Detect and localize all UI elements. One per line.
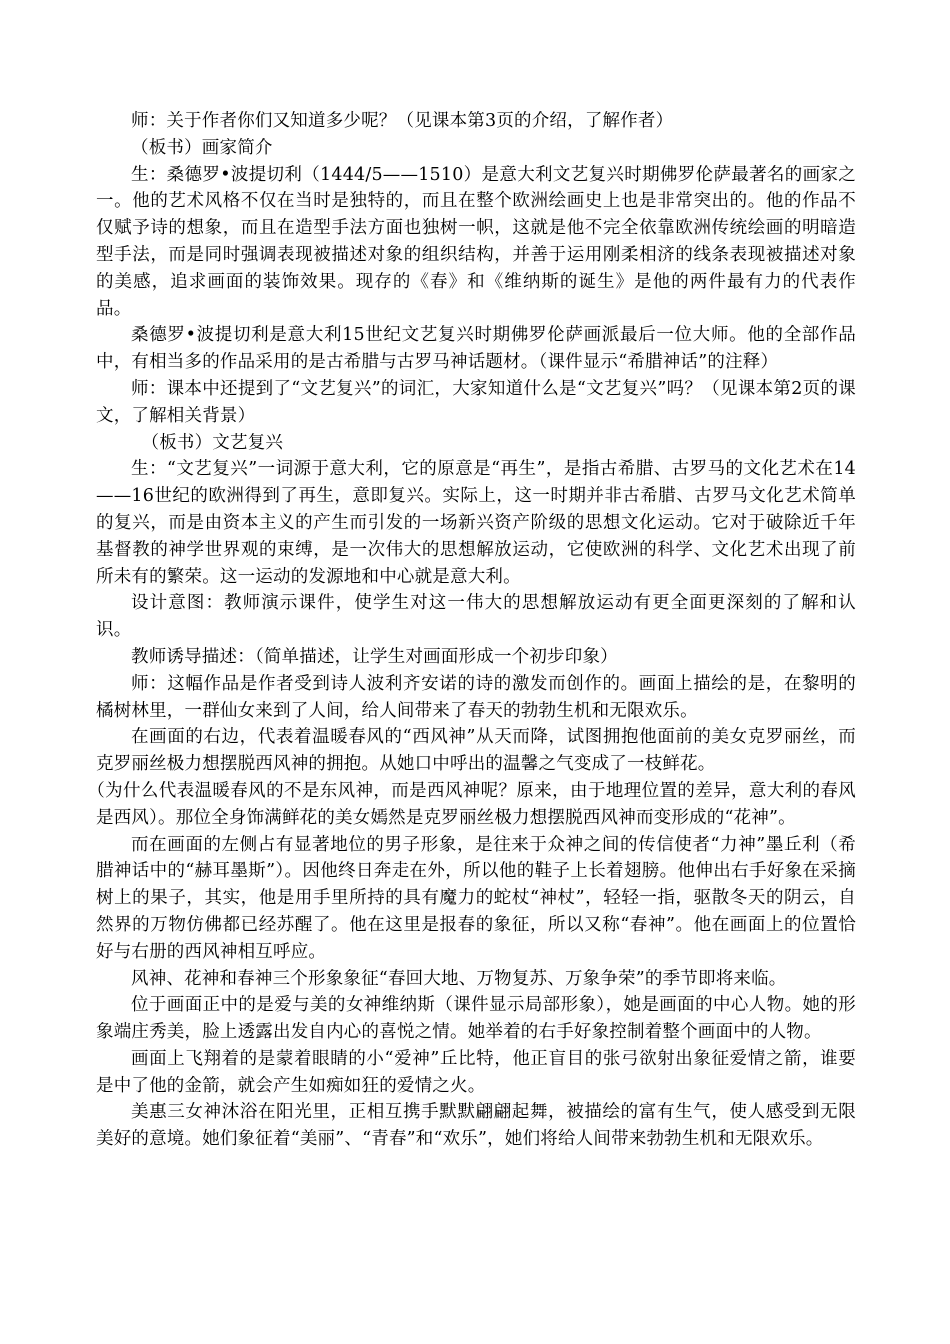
paragraph-student-renaissance: 生：“文艺复兴”一词源于意大利，它的原意是“再生”，是指古希腊、古罗马的文化艺术在14——16世纪的欧洲得到了再生，意即复兴。实际上，这一时期并非古希腊、古罗马文化艺术简单的复兴，而是由资本主义的产生而引发的一场新兴资产阶级的思想文化运动。它对于破除近千年基督教的神学世界观的束缚，是一次伟大的思想解放运动，它使欧洲的科学、文化艺术出现了前所未有的繁荣。这一运动的发源地和中心就是意大利。 — [96, 459, 856, 587]
paragraph-teacher-painting-inspiration: 师：这幅作品是作者受到诗人波利齐安诺的诗的激发而创作的。画面上描绘的是，在黎明的橘树林里，一群仙女来到了人间，给人间带来了春天的勃勃生机和无限欢乐。 — [96, 673, 856, 721]
paragraph-design-intent: 设计意图：教师演示课件，使学生对这一伟大的思想解放运动有更全面更深刻的了解和认识。 — [96, 593, 856, 641]
paragraph-mercury: 而在画面的左侧占有显著地位的男子形象，是往来于众神之间的传信使者“力神”墨丘利（希腊神话中的“赫耳墨斯”）。因他终日奔走在外，所以他的鞋子上长着翅膀。他伸出右手好象在采摘树上的果子，其实，他是用手里所持的具有魔力的蛇杖“神杖”，轻轻一指，驱散冬天的阴云，自然界的万物仿佛都已经苏醒了。他在这里是报春的象征，所以又称“春神”。他在画面上的位置恰好与右册的西风神相互呼应。 — [96, 834, 856, 962]
paragraph-west-wind-god: 在画面的右边，代表着温暖春风的“西风神”从天而降，试图拥抱他面前的美女克罗丽丝，而克罗丽丝极力想摆脱西风神的拥抱。从她口中呼出的温馨之气变成了一枝鲜花。 — [96, 727, 856, 775]
paragraph-venus: 位于画面正中的是爱与美的女神维纳斯（课件显示局部形象），她是画面的中心人物。她的形象端庄秀美，脸上透露出发自内心的喜悦之情。她举着的右手好象控制着整个画面中的人物。 — [96, 995, 856, 1043]
paragraph-cupid: 画面上飞翔着的是蒙着眼睛的小“爱神”丘比特，他正盲目的张弓欲射出象征爱情之箭，谁要是中了他的金箭，就会产生如痴如狂的爱情之火。 — [96, 1048, 856, 1096]
document-page — [87, 108, 856, 1153]
paragraph-teacher-renaissance-question: 师：课本中还提到了“文艺复兴”的词汇，大家知道什么是“文艺复兴”吗？（见课本第2页的课文，了解相关背景） — [96, 378, 856, 426]
paragraph-teacher-author-question: 师：关于作者你们又知道多少呢？（见课本第3页的介绍，了解作者） — [131, 111, 674, 131]
paragraph-student-botticelli: 生：桑德罗•波提切利（1444/5——1510）是意大利文艺复兴时期佛罗伦萨最著名的画家之一。他的艺术风格不仅在当时是独特的，而且在整个欧洲绘画史上也是非常突出的。他的作品不仅赋予诗的想象，而且在造型手法方面也独树一帜，这就是他不完全依靠欧洲传统绘画的明暗造型手法，而是同时强调表现被描述对象的组织结构，并善于运用刚柔相济的线条表现被描述对象的美感，追求画面的装饰效果。现存的《春》和《维纳斯的诞生》是他的两件最有力的代表作品。 — [96, 164, 856, 319]
paragraph-west-wind-explanation: （为什么代表温暖春风的不是东风神，而是西风神呢？原来，由于地理位置的差异，意大利的春风是西风）。那位全身饰满鲜花的美女嫣然是克罗丽丝极力想摆脱西风神而变形成的“花神”。 — [87, 780, 856, 828]
paragraph-teacher-guided-description: 教师诱导描述：（简单描述，让学生对画面形成一个初步印象） — [131, 646, 618, 667]
paragraph-board-painter-intro: （板书）画家简介 — [131, 137, 273, 158]
paragraph-board-renaissance: （板书）文艺复兴 — [141, 432, 284, 453]
paragraph-botticelli-master: 桑德罗•波提切利是意大利15世纪文艺复兴时期佛罗伦萨画派最后一位大师。他的全部作品中，有相当多的作品采用的是古希腊与古罗马神话题材。（课件显示“希腊神话”的注释） — [96, 325, 856, 373]
paragraph-three-graces: 美惠三女神沐浴在阳光里，正相互携手默默翩翩起舞，被描绘的富有生气，使人感受到无限美好的意境。她们象征着“美丽”、“青春”和“欢乐”，她们将给人间带来勃勃生机和无限欢乐。 — [96, 1102, 856, 1150]
paragraph-three-gods: 风神、花神和春神三个形象象征“春回大地、万物复苏、万象争荣”的季节即将来临。 — [131, 968, 787, 989]
